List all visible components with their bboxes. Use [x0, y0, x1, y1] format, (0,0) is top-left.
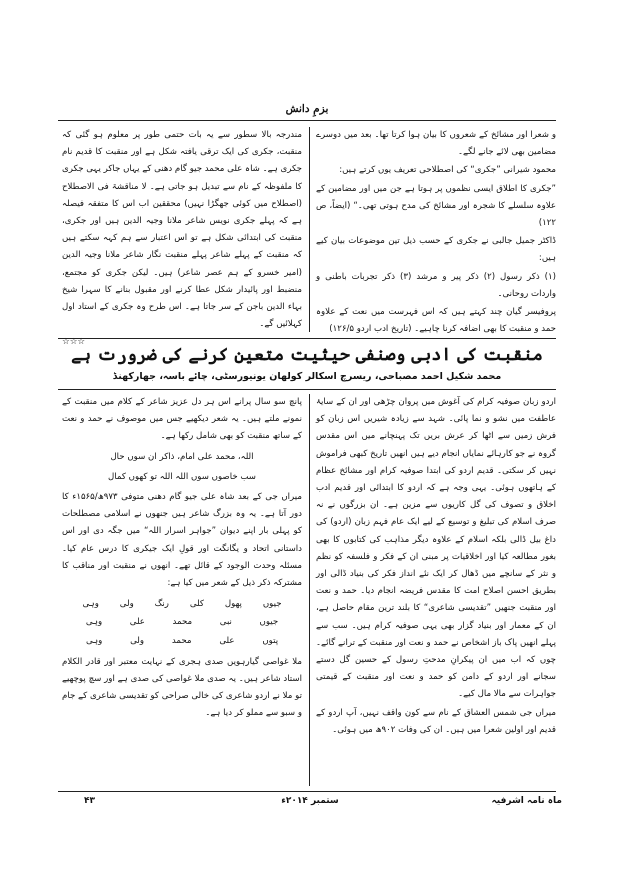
article-left-column: [62, 394, 302, 786]
article-title: منقبت کی ادبی وصنفی حیثیت متعین کرنے کی ضرورت ہے: [71, 345, 543, 365]
verse-word: وہی: [85, 617, 103, 628]
verse-word: وہی: [85, 635, 103, 646]
paragraph: ڈاکٹر جمیل جالبی نے جکری کے حسب ذیل تین موضوعات بیان کیے ہیں:: [316, 236, 556, 264]
verse-word: ولی: [119, 599, 134, 610]
verse-word: جیوں: [262, 599, 282, 610]
verse-word: محمد: [171, 635, 192, 646]
column-divider: [309, 394, 310, 786]
footer-rule: [58, 791, 556, 792]
paragraph: میراں جی شمس العشاق کے نام سے کون واقف نہیں، آپ اردو کے قدیم اور اولین شعرا میں ہیں۔ ان کی وفات ۹۰۲ھ میں ہوئی۔: [316, 707, 556, 735]
paragraph: پانچ سو سال پرانے اس ہر دل عزیز شاعر کے کلام میں منقبت کے نمونے ملتے ہیں۔ یہ شعر دیکھیے جس میں موصوف نے حمد و نعت کے ساتھ منقبت کو بھی شامل رکھا ہے۔: [62, 397, 302, 442]
verse-word: محمد: [172, 617, 193, 628]
article-author: محمد شکیل احمد مصباحی، ریسرچ اسکالر کولھان یونیورسٹی، چائے باسہ، جھارکھنڈ: [112, 371, 502, 382]
verse-word: رنگ: [154, 599, 169, 610]
verse-block: [62, 596, 302, 650]
paragraph: محمود شیرانی ”جکری“ کی اصطلاحی تعریف یوں کرتے ہیں:: [339, 165, 556, 176]
quote-line: سب خاصوں سوں اللہ اللہ تو کھوں کمال: [107, 471, 257, 482]
paragraph: پروفیسر گیان چند کہتے ہیں کہ اس فہرست میں نعت کے علاوہ حمد و منقبت کا بھی اضافہ کرنا چاہیے۔ (تاریخ ادب اردو ۱۲۶/۵): [316, 307, 556, 335]
paragraph: ملا غواصی گیارہویں صدی ہجری کے نہایت معتبر اور قادر الکلام استاد شاعر ہیں۔ یہ صدی ملا غواصی کی صدی ہے اور سچ پوچھیے تو ملا نے اردو شاعری کی خالی صراحی کو تقدیسی شاعری کے جام و سبو سے مملو کر دیا ہے۔: [62, 656, 302, 719]
section-title: بزمِ دانش: [285, 103, 329, 115]
verse-word: وہی: [82, 599, 99, 610]
paragraph: میراں جی کے بعد شاہ علی جیو گام دھنی متوفی ۹۷۳ھ/۱۵۶۵ء کا دور آتا ہے۔ یہ وہ بزرگ شاعر ہیں جنھوں نے اسلامی مصطلحات کو پہلی بار اپنے دیوان ”جواہر اسرار اللہ“ میں جگہ دی اور اس داستانی اتحاد و یگانگت اور قولِ ایک جیکری کا درس عام کیا۔ مسئلہ وحدت الوجود کے قائل تھے۔ انھوں نے منقبت اور مناقب کا مشترکہ ذکر ذیل کے شعر میں کیا ہے:: [62, 492, 302, 589]
verse-word: کلی: [189, 599, 204, 610]
paragraph: (۱) ذکر رسول (۲) ذکر پیر و مرشد (۳) ذکر تجربات باطنی و واردات روحانی۔: [316, 271, 556, 299]
article-right-column: [316, 394, 556, 786]
magazine-name: ماہ نامہ اشرفیہ: [491, 796, 562, 806]
quote-line: اللہ، محمد علی امام، ذاکر ان سوں حال: [110, 451, 254, 462]
section-rule: [58, 389, 556, 390]
column-divider: [309, 127, 310, 332]
verse-word: علی: [129, 617, 145, 628]
verse-word: جیوں: [259, 617, 279, 628]
page-number: ۴۳: [84, 796, 95, 806]
paragraph: اردو زبان صوفیہ کرام کی آغوش میں پروان چڑھی اور ان کے سایۂ عاطفت میں نشو و نما پائی۔ شہد سے زیادہ شیریں اس زبان کو فرش زمیں سے اٹھا کر عرش بریں تک پہنچانے میں اس مقدس گروہ نے جو کارہائے نمایاں انجام دیے ہیں انھیں تاریخ کبھی فراموش نہیں کر سکتی۔ قدیم اردو کی ابتدا صوفیہ کرام اور مشائخ عظام کے ہاتھوں ہوئی۔ یہی وجہ ہے کہ اردو کا ابتدائی اور قدیم ادب اخلاق و تصوف کی گل کاریوں سے مزین ہے۔ ان بزرگوں نے نہ صرف اسلام کی تبلیغ و توسیع کے لیے ایک عام فہم زبان (اردو) کی داغ بیل ڈالی بلکہ اسلام کے علاوہ دیگر مذاہب کی کتابوں کا بھی بغور مطالعہ کیا اور اخلاقیات پر مبنی ان کے فکر و فلسفہ کو نظم و نثر کے سانچے میں ڈھال کر ایک نئے انداز فکر کی بنیاد ڈالی اور بطریق احسن اصلاح امت کا مقدس فریضہ انجام دیا۔ حمد و نعت اور منقبت جنھیں ”تقدیسی شاعری“ کا بلند ترین مقام حاصل ہے، ان کے معمار اور بنیاد گزار بھی یہی صوفیہ کرام ہیں۔ سب سے پہلے انھیں پاک باز اشخاص نے حمد و نعت اور منقبت کے ترانے گائے۔ چوں کہ اب میں ان پیکرانِ مدحتِ رسول کے حسین گل دستے سجانے اور اردو کے دامن کو حمد و نعت اور منقبت کے قیمتی جواہرات سے مالا مال کیے۔: [316, 397, 556, 700]
verse-line: [72, 614, 292, 631]
header-rule: [58, 120, 556, 121]
top-right-column: [316, 127, 556, 335]
issue-date: ستمبر ۲۰۱۴ء: [281, 796, 339, 806]
paragraph: و شعرا اور مشائخ کے شعروں کا بیان ہوا کرتا تھا۔ بعد میں دوسرے مضامین بھی لائے جانے لگے۔: [316, 130, 556, 158]
verse-word: ولی: [130, 635, 145, 646]
paragraph: مندرجہ بالا سطور سے یہ بات حتمی طور پر معلوم ہو گئی کہ منقبت، جکری کی ایک ترقی یافتہ شکل ہے اور منقبت کا قدیم نام جکری ہے۔ شاہ علی محمد جیو گام دھنی کے یہاں جاکر یہی جکری کا ملفوظہ کے نام سے تبدیل ہو جاتی ہے۔ لا مناقشۃ فی الاصطلاح (اصطلاح میں کوئی جھگڑا نہیں) محققین اب اس کا متفقہ فیصلہ ہے کہ پہلے جکری نویس شاعر ملانا وجیہ الدین ہیں اور جکری، منقبت کی ابتدائی شکل ہے تو اس اعتبار سے ہم کہہ سکتے ہیں کہ منقبت کے پہلے شاعر پہلے منقبت نگار شاعر ملانا وجیہ الدین (امیر خسرو کے ہم عصر شاعر) ہیں۔ لیکن جکری کو مجتمع، منضبط اور پائیدار شکل عطا کرنے اور مقبول بنانے کا سہرا شیخ بہاء الدین باجن کے سر جاتا ہے۔ اس طرح وہ جکری کے استاد اول کہلائیں گے۔: [62, 130, 302, 330]
quote-paragraph: ”جکری کا اطلاق ایسی نظموں پر ہوتا ہے جن میں اور مضامین کے علاوہ سلسلے کا شجرہ اور مشائخ کی مدح ہوتی تھی۔“ (ایضاً، ص ۱۲۲): [316, 183, 556, 229]
top-left-column: [62, 127, 302, 348]
verse-word: پھول: [224, 599, 242, 610]
verse-word: علی: [219, 635, 235, 646]
end-stars: ☆☆☆: [62, 337, 86, 348]
verse-word: پتوں: [262, 635, 279, 646]
verse-line: [72, 633, 292, 650]
verse-word: نبی: [219, 617, 232, 628]
section-rule: [58, 338, 556, 339]
verse-line: [72, 596, 292, 613]
